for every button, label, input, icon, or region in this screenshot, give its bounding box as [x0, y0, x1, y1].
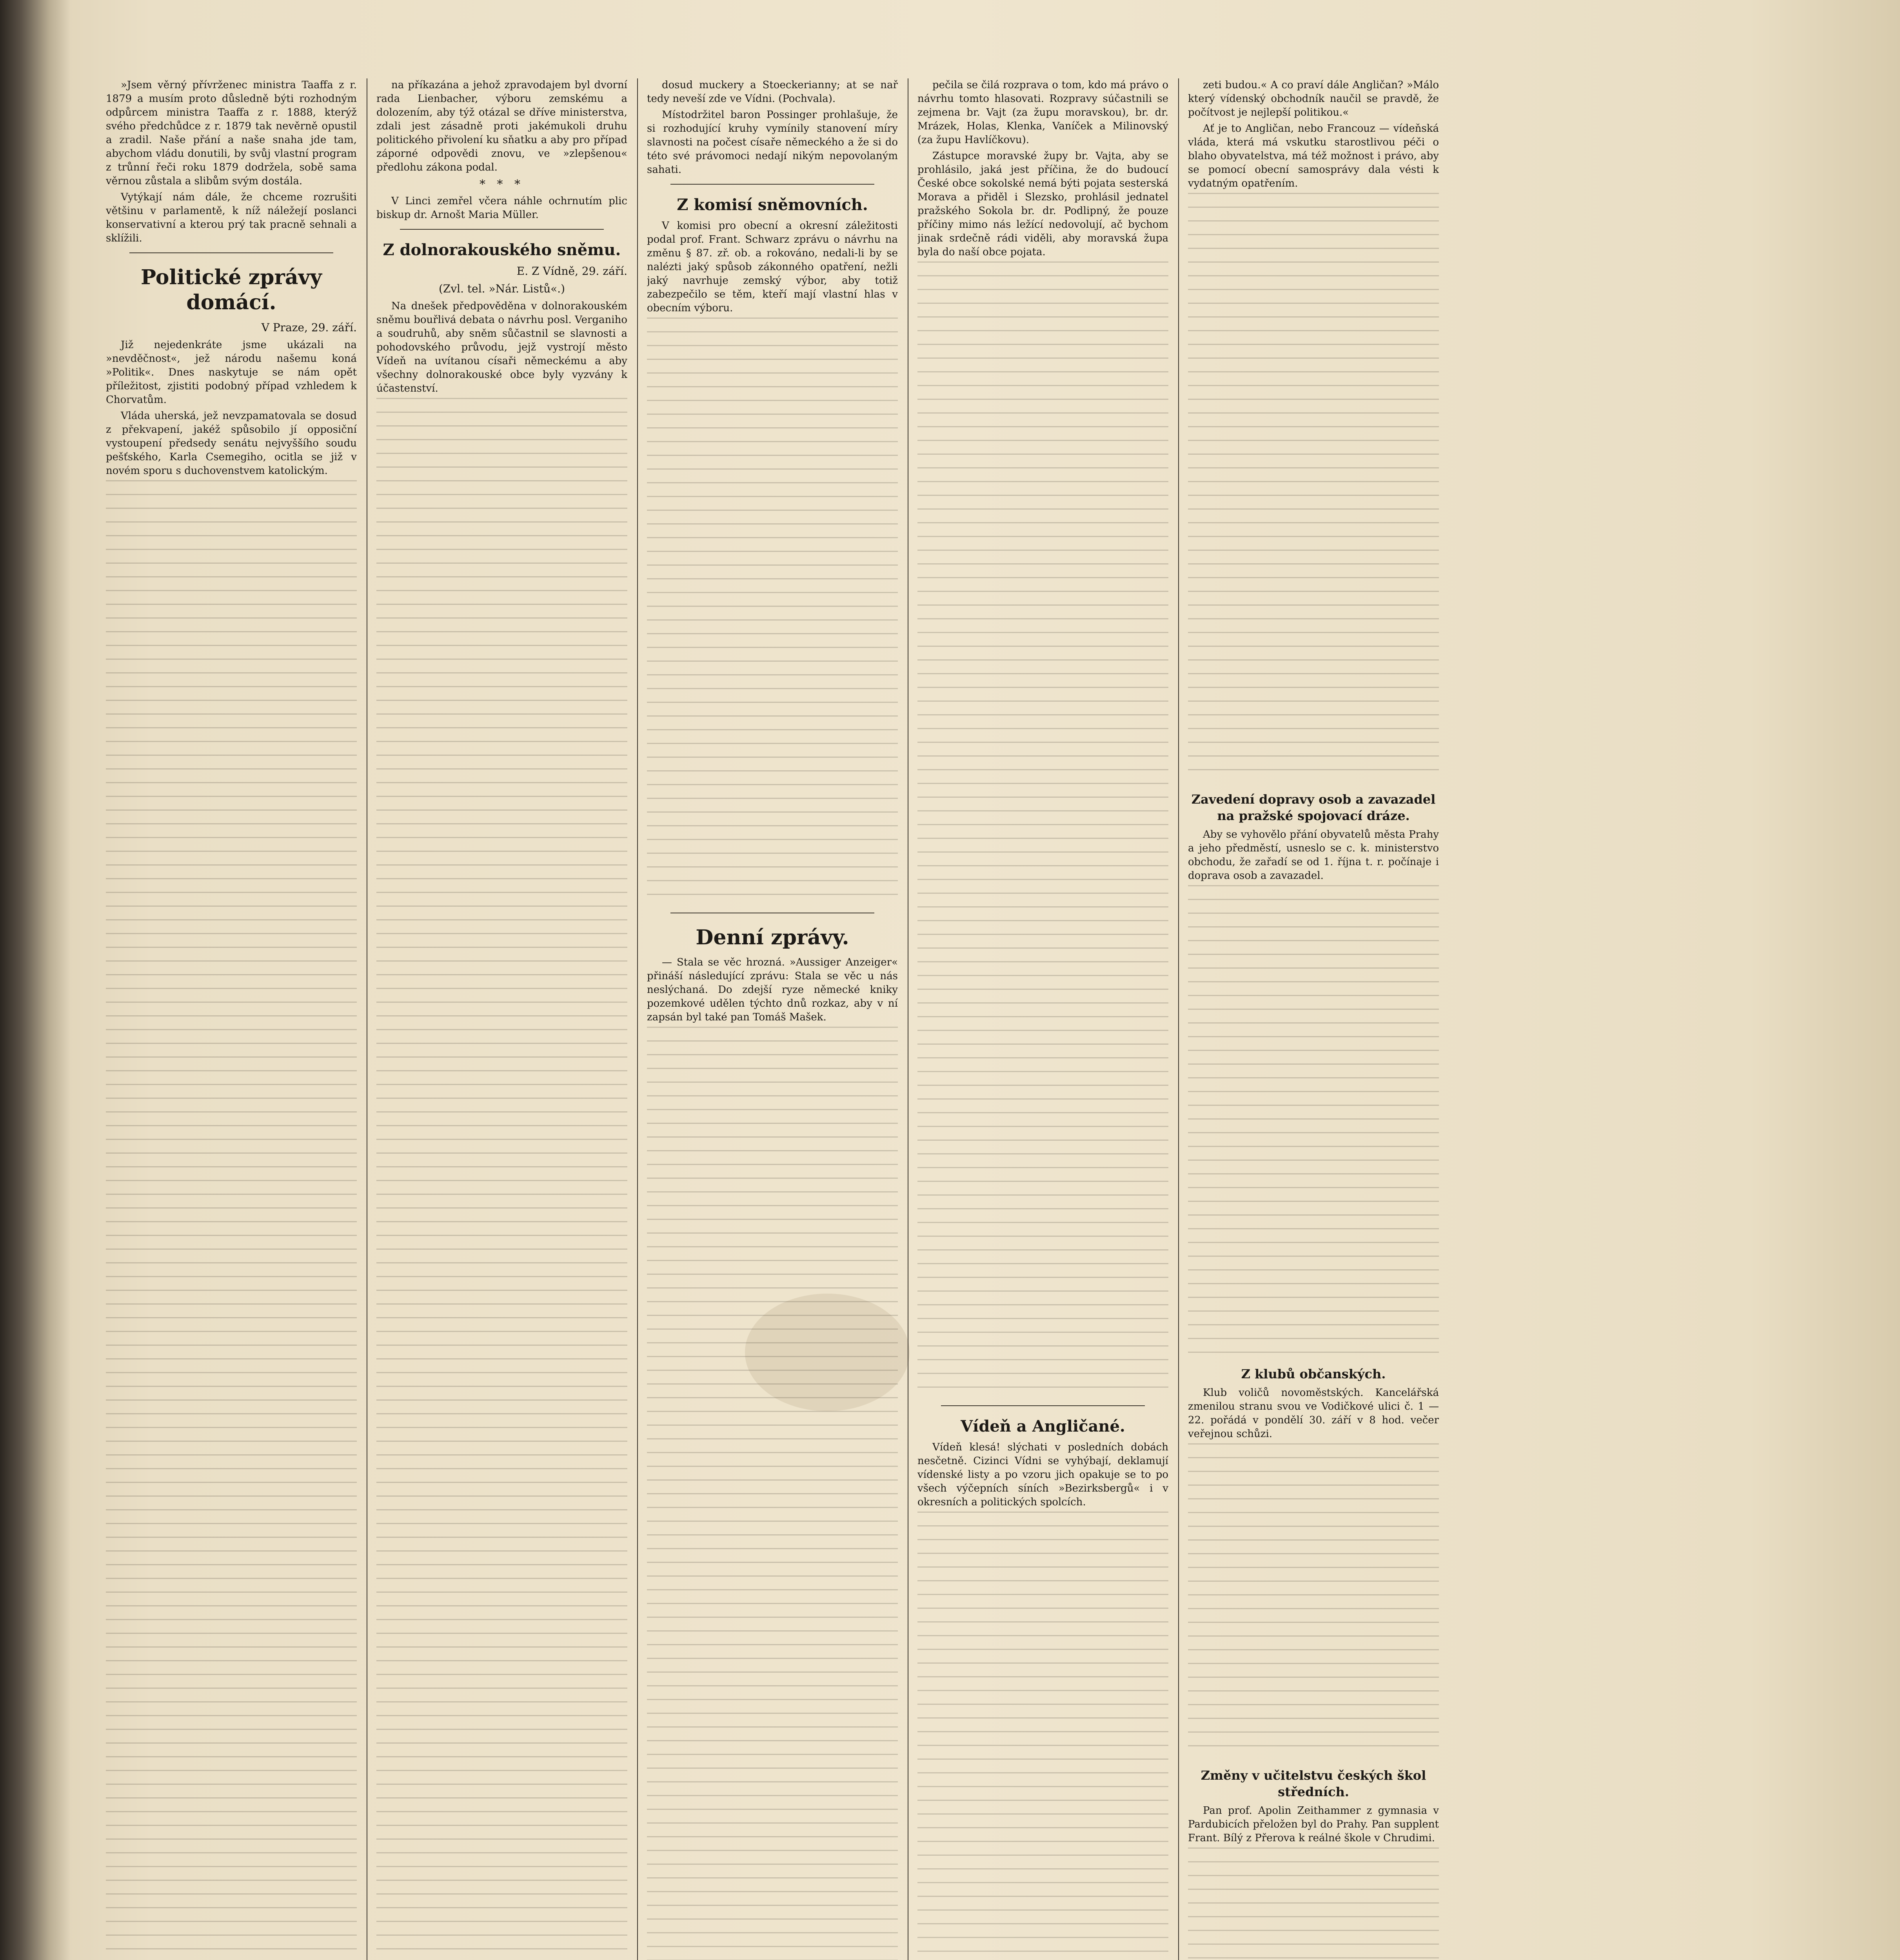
paragraph: Již nejedenkráte jsme ukázali na »nevděčnost«, jež národu našemu koná »Politik«. Dnes naskytuje se nám opět příležitost, zjistiti podobný případ vzhledem k Chorvatům.: [106, 339, 357, 406]
divider: [670, 184, 874, 185]
column-3: [647, 78, 898, 1960]
text-lines: [917, 261, 1168, 1398]
paragraph: Na dnešek předpověděna v dolnorakouském sněmu bouřlivá debata o návrhu posl. Verganiho a soudruhů, aby sněm sůčastnil se slavnosti a pohodovského průvodu, jejž vystrojí město Vídeň na uvítanou císaři německému a aby všechny dolnorakouské obce byly vyzvány k účastenství.: [376, 300, 627, 394]
section-heading: Změny v učitelstvu českých škol středních.: [1201, 1768, 1426, 1799]
text-lines: [1188, 1443, 1439, 1757]
column-1: [106, 78, 357, 1960]
column-5: [1188, 78, 1439, 1960]
divider: [400, 229, 604, 230]
paragraph: »Jsem věrný přívrženec ministra Taaffa z r. 1879 a musím proto důsledně býti rozhodným odpůrcem ministra Taaffa z r. 1888, kterýž svého předchůdce z r. 1879 tak nevěrně opustil a zradil. Naše přání a naše snaha jde tam, abychom vládu donutili, by svůj vlastní program z trůnní řeči roku 1879 dodržela, sobě sama věrnou zůstala a slibům svým dostála.: [106, 79, 357, 187]
text-lines: [1188, 885, 1439, 1356]
section-heading: Z klubů občanských.: [1241, 1367, 1386, 1381]
paragraph: Vláda uherská, jež nevzpamatovala se dosud z překvapení, jakéž spůsobilo jí opposiční vystoupení předsedy senátu nejvyššího soudu pešťského, Karla Csemegiho, ocitla se již v novém sporu s duchovenstvem katolickým.: [106, 410, 357, 477]
paragraph: dosud muckery a Stoeckerianny; at se nař tedy neveší zde ve Vídni. (Pochvala).: [647, 79, 898, 105]
section-heading: Vídeň a Angličané.: [961, 1417, 1125, 1436]
paragraph: V Linci zemřel včera náhle ochrnutím plic biskup dr. Arnošt Maria Müller.: [376, 195, 627, 221]
paragraph: Vídeň klesá! slýchati v posledních dobách nesčetně. Cizinci Vídni se vyhýbají, deklamují vídenské listy a po vzoru jich opakuje se to po všech výčepních síních »Bezirksbergů« i v okresních a politických spolcích.: [917, 1441, 1168, 1508]
paragraph: Vytýkají nám dále, že chceme rozrušiti většinu v parlamentě, k níž náležejí poslanci konservativní a kterou prý tak pracně sehnali a sklížili.: [106, 191, 357, 244]
dateline: E. Z Vídně, 29. září.: [516, 265, 627, 278]
paragraph: zeti budou.« A co praví dále Angličan? »Málo který vídenský obchodník naučil se pravdě, že počítvost je nejlepší politikou.«: [1188, 79, 1439, 118]
divider: [941, 1405, 1145, 1406]
source-note: (Zvl. tel. »Nár. Listů«.): [438, 282, 565, 295]
section-heading: Politické zprávy domácí.: [141, 265, 322, 314]
section-heading: Z dolnorakouského sněmu.: [383, 241, 621, 259]
text-lines: [376, 398, 627, 1960]
text-lines: [106, 480, 357, 1960]
column-rule: [637, 78, 638, 1960]
column-4: [917, 78, 1168, 1960]
paragraph: Místodržitel baron Possinger prohlašuje, že si rozhodující kruhy vymínily stanovení míry slavnosti na počest císaře německého a že si do této své právomoci nedají nikým nepovolaným sahati.: [647, 109, 898, 176]
paragraph: na příkazána a jehož zpravodajem byl dvorní rada Lienbacher, výboru zemskému a dolozením, aby týž otázal se dříve ministerstva, zdali jest zásadně proti jakémukoli druhu politického přivolení ku sňatku a aby pro případ záporné odpovědi znovu, ve »zlepšenou« předlohu zákona podal.: [376, 79, 627, 173]
paragraph: pečila se čilá rozprava o tom, kdo má právo o návrhu tomto hlasovati. Rozpravy súčastnili se zejmena br. Vajt (za župu moravskou), br. dr. Mrázek, Holas, Klenka, Vaníček a Milinovský (za župu Havlíčkovu).: [917, 79, 1168, 146]
text-lines: [917, 1512, 1168, 1960]
text-lines: [1188, 193, 1439, 781]
column-rule: [1178, 78, 1179, 1960]
paragraph: Pan prof. Apolin Zeithammer z gymnasia v Pardubicích přeložen byl do Prahy. Pan supplent Frant. Bílý z Přerova k reálné škole v Chrudimi.: [1188, 1805, 1439, 1844]
paragraph: Aby se vyhovělo přání obyvatelů města Prahy a jeho předměstí, usneslo se c. k. ministerstvo obchodu, že zařadí se od 1. října t. r. počínaje i doprava osob a zavazadel.: [1188, 829, 1439, 882]
text-lines: [647, 1027, 898, 1960]
section-heading: Zavedení dopravy osob a zavazadel na pražské spojovací dráze.: [1191, 792, 1436, 823]
text-lines: [647, 318, 898, 906]
text-lines: [1188, 1847, 1439, 1960]
dateline: V Praze, 29. září.: [261, 321, 357, 334]
paragraph: Zástupce moravské župy br. Vajta, aby se prohlásilo, jaká jest příčina, že do budoucí České obce sokolské nemá býti pojata sesterská Morava a přiděl i Slezsko, prohlásil jednatel pražského Sokola br. dr. Podlipný, že pouze příčiny mimo nás ležící nedovolují, ač bychom jinak srdečně rádi viděli, aby moravská župa byla do naší obce pojata.: [917, 150, 1168, 258]
binding-spine: [0, 0, 71, 1960]
paragraph: Klub voličů novoměstských. Kancelářská zmenilou stranu svou ve Vodičkové ulici č. 1 — 22. pořádá v pondělí 30. září v 8 hod. večer veřejnou schůzi.: [1188, 1387, 1439, 1440]
column-2: [376, 78, 627, 1960]
divider: [129, 252, 333, 253]
paragraph: — Stala se věc hrozná. »Aussiger Anzeiger« přináší následující zprávu: Stala se věc u nás neslýchaná. Do zdejší ryze německé kniky pozemkové udělen týchto dnů rozkaz, aby v ní zapsán byl také pan Tomáš Mašek.: [647, 956, 898, 1023]
section-heading: Denní zprávy.: [696, 926, 849, 949]
section-heading: Z komisí sněmovních.: [677, 196, 868, 214]
paragraph: Ať je to Angličan, nebo Francouz — vídeňská vláda, která má vskutku starostlivou péči o blaho obyvatelstva, má též možnost i právo, aby se pomocí obecní samosprávy dala vésti k vydatným opatřením.: [1188, 123, 1439, 189]
paragraph: V komisi pro obecní a okresní záležitosti podal prof. Frant. Schwarz zprávu o návrhu na změnu § 87. zř. ob. a rokováno, nedali-li by se nalézti jaký spůsob zákonného opatření, nežli jaký navrhuje zemský výbor, aby totiž zabezpečilo se těm, kteří mají vlastní hlas v obecním výboru.: [647, 220, 898, 314]
separator-stars: * * *: [479, 178, 525, 191]
